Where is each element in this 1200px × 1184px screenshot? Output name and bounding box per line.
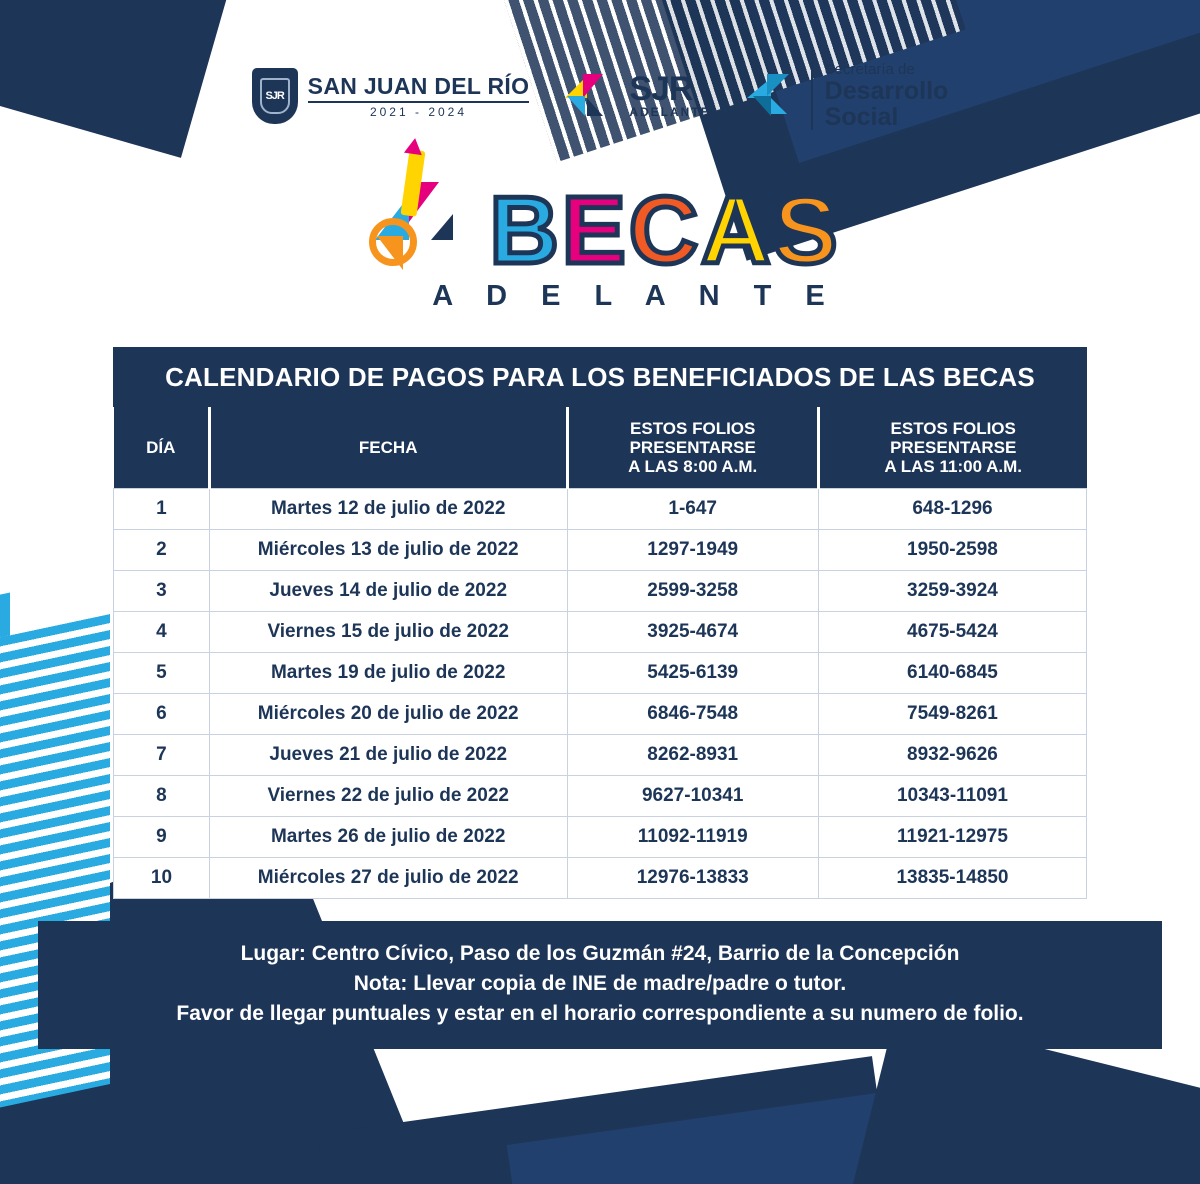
cell-dia: 5 xyxy=(114,653,210,694)
cell-folios-8am: 2599-3258 xyxy=(567,571,818,612)
table-header-row xyxy=(114,407,1087,489)
cell-fecha: Jueves 14 de julio de 2022 xyxy=(209,571,567,612)
cell-fecha: Martes 19 de julio de 2022 xyxy=(209,653,567,694)
cell-dia: 8 xyxy=(114,776,210,817)
cell-folios-11am: 10343-11091 xyxy=(818,776,1086,817)
becas-letter-c: C xyxy=(628,176,700,284)
cell-folios-8am: 1-647 xyxy=(567,489,818,530)
cell-folios-11am: 13835-14850 xyxy=(818,858,1086,899)
table-row xyxy=(114,653,1087,694)
cell-folios-8am: 8262-8931 xyxy=(567,735,818,776)
cell-fecha: Martes 26 de julio de 2022 xyxy=(209,817,567,858)
municipality-logo-text xyxy=(308,74,530,119)
table-row xyxy=(114,694,1087,735)
cell-folios-11am: 3259-3924 xyxy=(818,571,1086,612)
column-header-folios-11am xyxy=(818,407,1086,489)
column-header-folios-8am xyxy=(567,407,818,489)
cell-dia: 1 xyxy=(114,489,210,530)
folios-11am-line-1: ESTOS FOLIOS xyxy=(890,419,1016,439)
folios-11am-line-2: PRESENTARSE xyxy=(890,438,1017,458)
folios-11am-line-3: A LAS 11:00 A.M. xyxy=(884,457,1023,477)
cell-folios-8am: 1297-1949 xyxy=(567,530,818,571)
cell-folios-8am: 11092-11919 xyxy=(567,817,818,858)
secretariat-line-2: Desarrollo xyxy=(824,76,949,105)
becas-letter-s: S xyxy=(773,176,839,284)
shield-glyph-label: SJR xyxy=(265,89,284,102)
cell-folios-11am: 6140-6845 xyxy=(818,653,1086,694)
shield-icon xyxy=(252,68,298,124)
table-row xyxy=(114,612,1087,653)
cell-folios-8am: 9627-10341 xyxy=(567,776,818,817)
table-row xyxy=(114,776,1087,817)
table-body xyxy=(114,489,1087,899)
cell-folios-11am: 648-1296 xyxy=(818,489,1086,530)
footer-punctuality: Favor de llegar puntuales y estar en el horario correspondiente a su numero de folio. xyxy=(176,1001,1024,1025)
municipality-name: SAN JUAN DEL RÍO xyxy=(307,72,530,99)
cell-fecha: Jueves 21 de julio de 2022 xyxy=(209,735,567,776)
becas-letter-a: A xyxy=(701,176,772,284)
cell-dia: 4 xyxy=(114,612,210,653)
footer-note: Nota: Llevar copia de INE de madre/padre o tutor. xyxy=(353,972,847,996)
cell-dia: 9 xyxy=(114,817,210,858)
cell-dia: 7 xyxy=(114,735,210,776)
footer-notes xyxy=(38,921,1162,1048)
table-row xyxy=(114,735,1087,776)
municipality-period: 2021 - 2024 xyxy=(308,101,530,119)
cell-fecha: Miércoles 20 de julio de 2022 xyxy=(209,694,567,735)
becas-decorative-art-icon xyxy=(361,144,481,274)
folios-8am-line-3: A LAS 8:00 A.M. xyxy=(628,457,758,477)
origami-bird-icon xyxy=(563,70,619,122)
cell-folios-11am: 1950-2598 xyxy=(818,530,1086,571)
cell-fecha: Miércoles 27 de julio de 2022 xyxy=(209,858,567,899)
becas-wordmark xyxy=(361,144,839,284)
sjr-adelante-logo xyxy=(563,70,710,122)
table-row xyxy=(114,817,1087,858)
logo-bar xyxy=(0,0,1200,130)
column-header-dia: DÍA xyxy=(114,407,210,489)
table-header xyxy=(114,407,1087,489)
cell-folios-8am: 3925-4674 xyxy=(567,612,818,653)
payment-table xyxy=(113,407,1087,899)
becas-letter-e: E xyxy=(561,176,627,284)
cell-dia: 6 xyxy=(114,694,210,735)
sjr-tagline: ADELANTE xyxy=(629,105,711,120)
payment-calendar xyxy=(113,347,1087,899)
cell-fecha: Viernes 22 de julio de 2022 xyxy=(209,776,567,817)
becas-subtitle: A D E L A N T E xyxy=(432,280,838,313)
folios-8am-line-1: ESTOS FOLIOS xyxy=(630,419,756,439)
becas-letter-b: B xyxy=(489,176,560,284)
cell-dia: 10 xyxy=(114,858,210,899)
table-row xyxy=(114,489,1087,530)
cell-folios-8am: 12976-13833 xyxy=(567,858,818,899)
cell-folios-11am: 11921-12975 xyxy=(818,817,1086,858)
secretariat-text xyxy=(811,62,949,130)
cell-folios-11am: 8932-9626 xyxy=(818,735,1086,776)
table-title: CALENDARIO DE PAGOS PARA LOS BENEFICIADOS DE LAS BECAS xyxy=(113,347,1087,407)
column-header-fecha: FECHA xyxy=(209,407,567,489)
secretariat-logo xyxy=(745,62,949,130)
cell-fecha: Martes 12 de julio de 2022 xyxy=(209,489,567,530)
footer-location: Lugar: Centro Cívico, Paso de los Guzmán #24, Barrio de la Concepción xyxy=(240,942,960,966)
cell-fecha: Viernes 15 de julio de 2022 xyxy=(209,612,567,653)
sjr-wordmark: SJR xyxy=(629,69,693,108)
origami-bird-blue-icon xyxy=(745,70,801,122)
secretariat-line-3: Social xyxy=(824,103,899,131)
table-row xyxy=(114,571,1087,612)
sjr-adelante-text xyxy=(629,69,711,120)
cell-folios-11am: 7549-8261 xyxy=(818,694,1086,735)
cell-folios-11am: 4675-5424 xyxy=(818,612,1086,653)
cell-dia: 2 xyxy=(114,530,210,571)
cell-dia: 3 xyxy=(114,571,210,612)
cell-folios-8am: 5425-6139 xyxy=(567,653,818,694)
secretariat-line-1: Secretaría de xyxy=(824,61,915,78)
municipality-logo xyxy=(252,68,530,124)
cell-folios-8am: 6846-7548 xyxy=(567,694,818,735)
folios-8am-line-2: PRESENTARSE xyxy=(629,438,756,458)
table-row xyxy=(114,530,1087,571)
cell-fecha: Miércoles 13 de julio de 2022 xyxy=(209,530,567,571)
becas-logo xyxy=(0,144,1200,313)
table-row xyxy=(114,858,1087,899)
